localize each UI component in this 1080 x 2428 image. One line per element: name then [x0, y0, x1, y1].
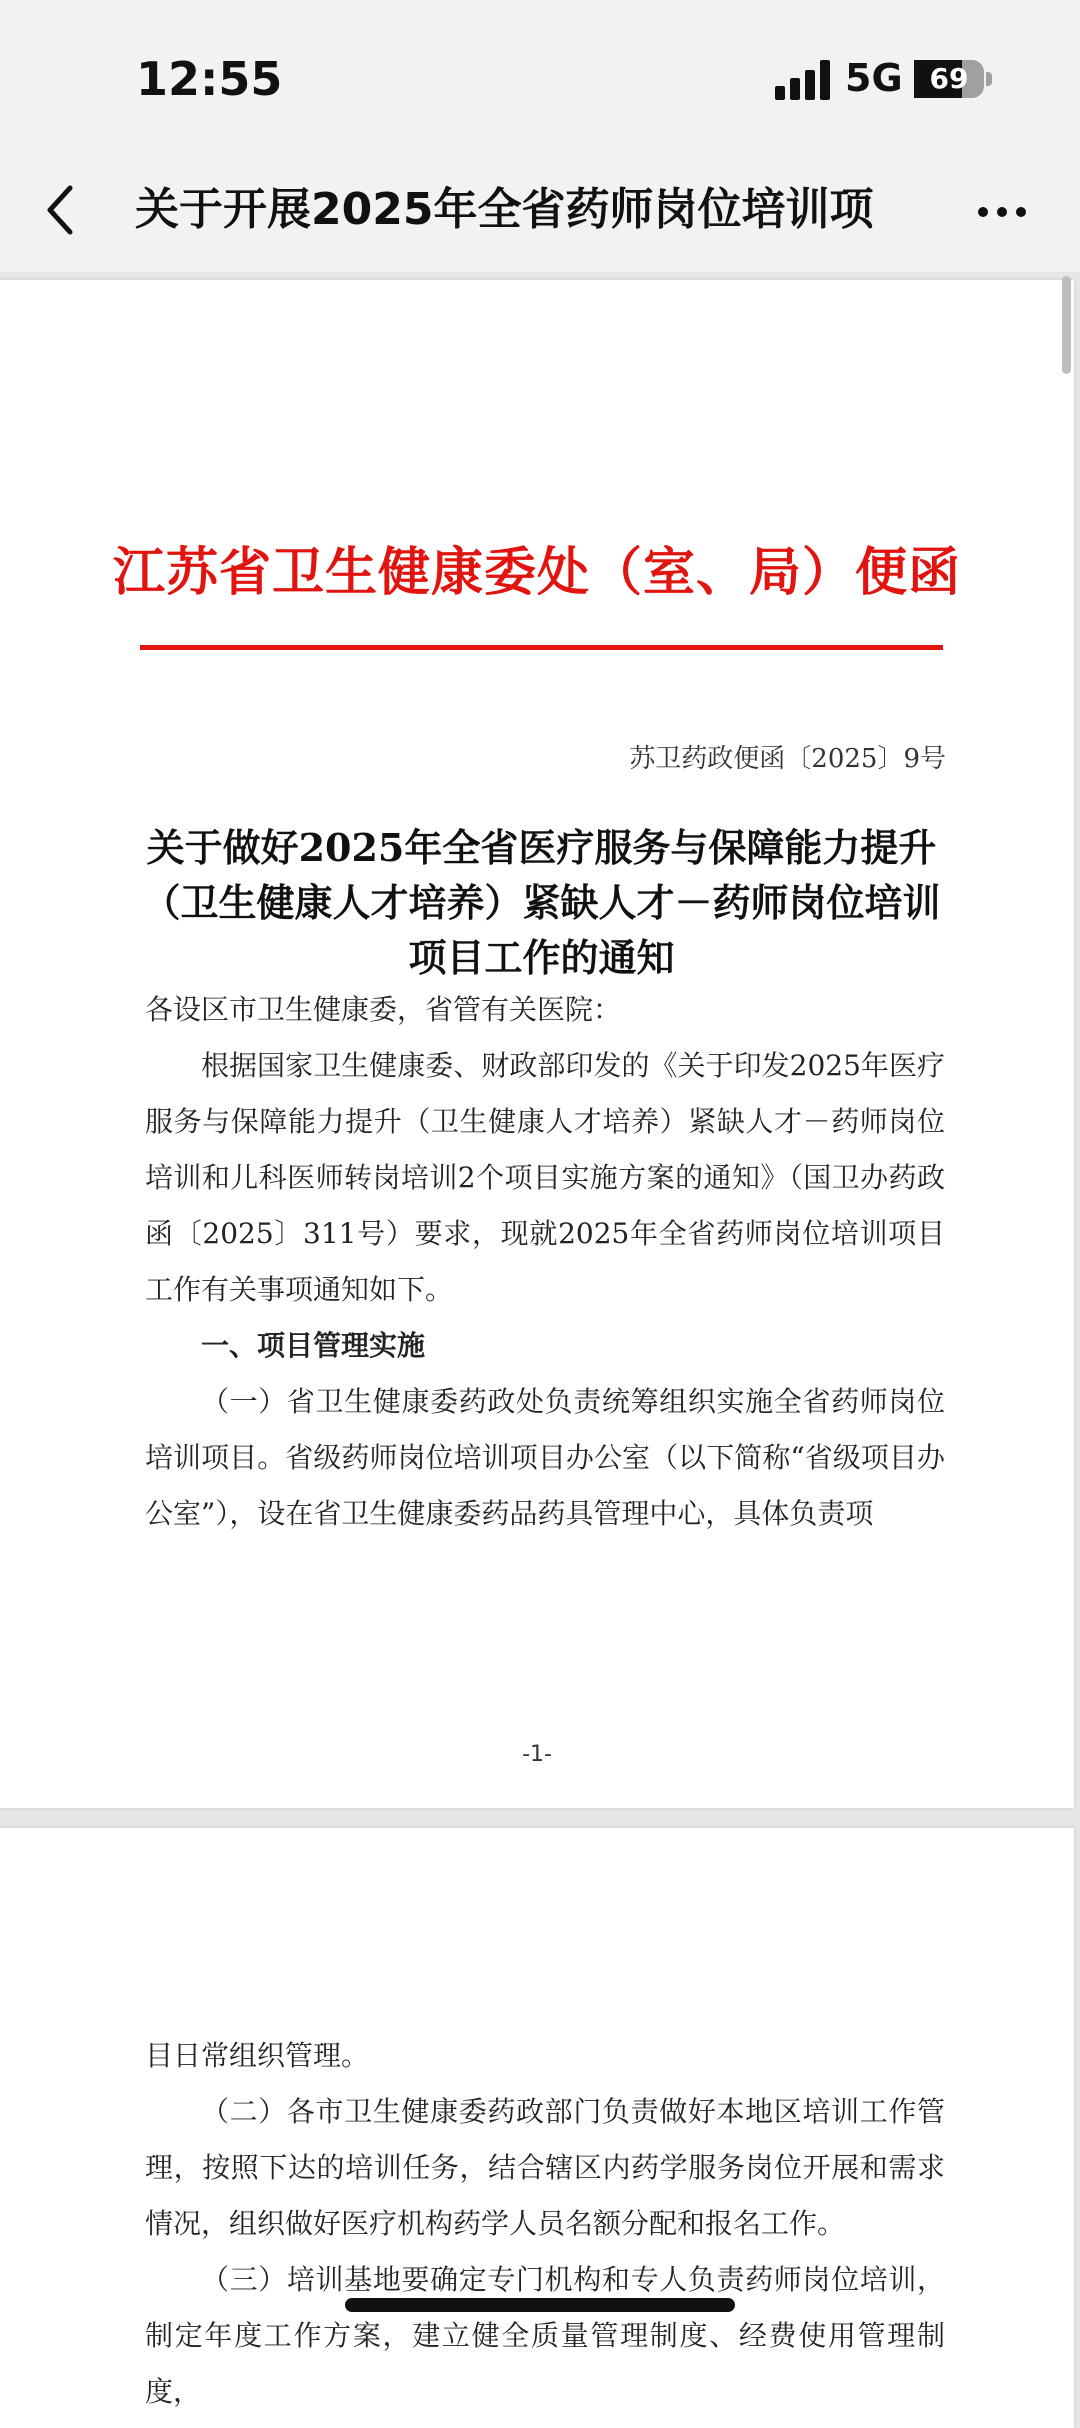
paragraph-continuation: 目日常组织管理。 [145, 2039, 370, 2072]
paragraph: （三）培训基地要确定专门机构和专人负责药师岗位培训，制定年度工作方案，建立健全质量管理制度、经费使用管理制度， [145, 2263, 945, 2408]
more-options-icon[interactable] [972, 180, 1032, 240]
document-page-2 [0, 1828, 1074, 2428]
page-number: -1- [522, 1742, 552, 1767]
back-icon[interactable] [40, 180, 80, 240]
letterhead-title: 江苏省卫生健康委处（室、局）便函 [112, 542, 961, 603]
document-title: 关于做好2025年全省医疗服务与保障能力提升（卫生健康人才培养）紧缺人才－药师岗位培训项目工作的通知 [142, 825, 941, 980]
status-time: 12:55 [136, 52, 283, 106]
page-title: 关于开展2025年全省药师岗位培训项 [135, 184, 874, 235]
status-bar [0, 0, 1080, 150]
paragraph: 根据国家卫生健康委、财政部印发的《关于印发2025年医疗服务与保障能力提升（卫生健康人才培养）紧缺人才－药师岗位培训和儿科医师转岗培训2个项目实施方案的通知》（国卫办药政函〔2025〕311号）要求，现就2025年全省药师岗位培训项目工作有关事项通知如下。 [145, 1049, 945, 1306]
document-viewer[interactable] [0, 272, 1080, 2408]
home-indicator[interactable] [345, 2298, 735, 2312]
network-type: 5G [845, 56, 903, 100]
document-page-1 [0, 280, 1074, 1808]
cellular-signal-icon [775, 60, 833, 100]
paragraph: （二）各市卫生健康委药政部门负责做好本地区培训工作管理，按照下达的培训任务，结合辖区内药学服务岗位开展和需求情况，组织做好医疗机构药学人员名额分配和报名工作。 [145, 2095, 945, 2240]
battery-percentage: 69 [929, 62, 969, 95]
document-body [145, 982, 945, 1542]
letterhead-divider [140, 645, 943, 650]
navigation-bar [0, 150, 1080, 272]
battery-icon [914, 60, 984, 98]
paragraph: （一）省卫生健康委药政处负责统筹组织实施全省药师岗位培训项目。省级药师岗位培训项目办公室（以下简称“省级项目办公室”），设在省卫生健康委药品药具管理中心，具体负责项 [145, 1385, 945, 1530]
salutation: 各设区市卫生健康委，省管有关医院： [145, 993, 622, 1026]
section-heading: 一、项目管理实施 [201, 1329, 426, 1362]
document-number: 苏卫药政便函〔2025〕9号 [629, 744, 946, 774]
scrollbar[interactable] [1062, 276, 1071, 374]
battery-tip [986, 72, 992, 86]
document-body [145, 2028, 945, 2420]
